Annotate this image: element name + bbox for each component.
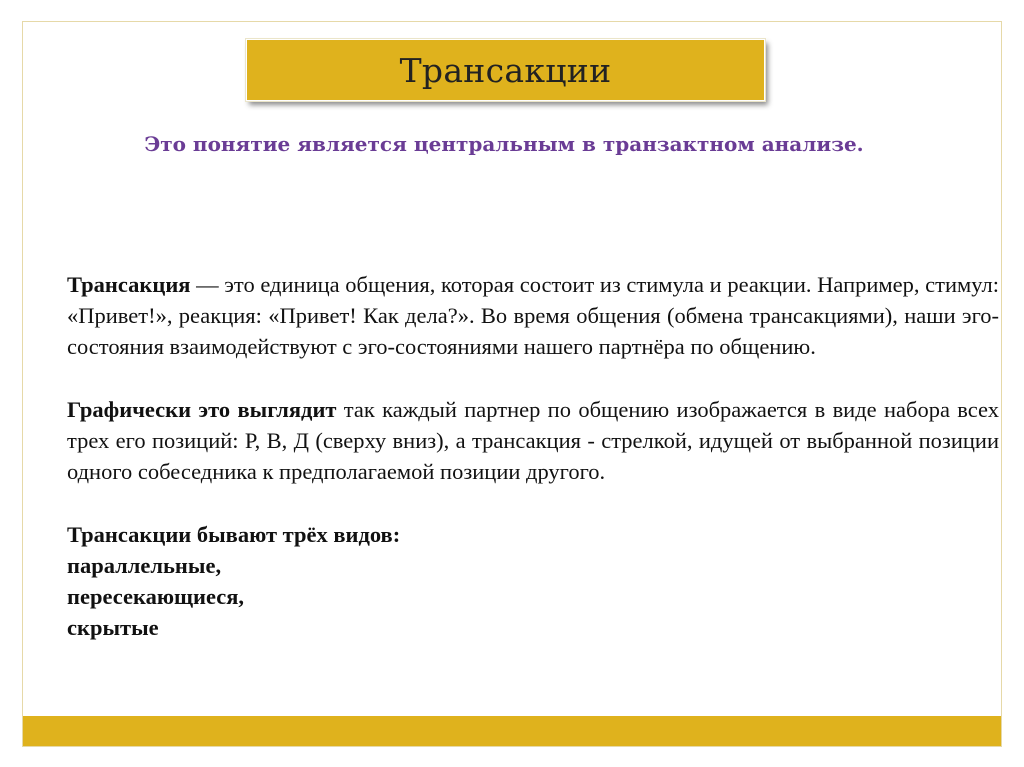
list-item: пересекающиеся, xyxy=(67,584,245,609)
definition-term: Трансакция xyxy=(67,272,191,297)
list-item: параллельные, xyxy=(67,553,222,578)
types-list xyxy=(67,519,999,643)
graphic-paragraph xyxy=(67,394,999,487)
graphic-text: так каждый партнер по общению изображается в виде набора всех трех его позиций: Р, В, Д (сверху вниз), а трансакция - стрелкой, идущей от выбранной позиции одного собеседника к предполагаемой позиции другого. xyxy=(67,397,1000,484)
footer-bar xyxy=(23,716,1001,746)
slide-content xyxy=(67,269,999,643)
definition-paragraph xyxy=(67,269,999,362)
title-banner xyxy=(246,39,765,101)
list-item: скрытые xyxy=(67,615,159,640)
definition-text: — это единица общения, которая состоит из стимула и реакции. Например, стимул: «Привет!», реакция: «Привет! Как дела?». Во время общения (обмена трансакциями), наши эго-состояния взаимодействуют с эго-состояниями нашего партнёра по общению. xyxy=(67,272,999,359)
subtitle: Это понятие является центральным в транзактном анализе. xyxy=(144,132,864,156)
graphic-term: Графически это выглядит xyxy=(67,397,337,422)
types-heading: Трансакции бывают трёх видов: xyxy=(67,522,401,547)
slide-title: Трансакции xyxy=(399,50,612,90)
